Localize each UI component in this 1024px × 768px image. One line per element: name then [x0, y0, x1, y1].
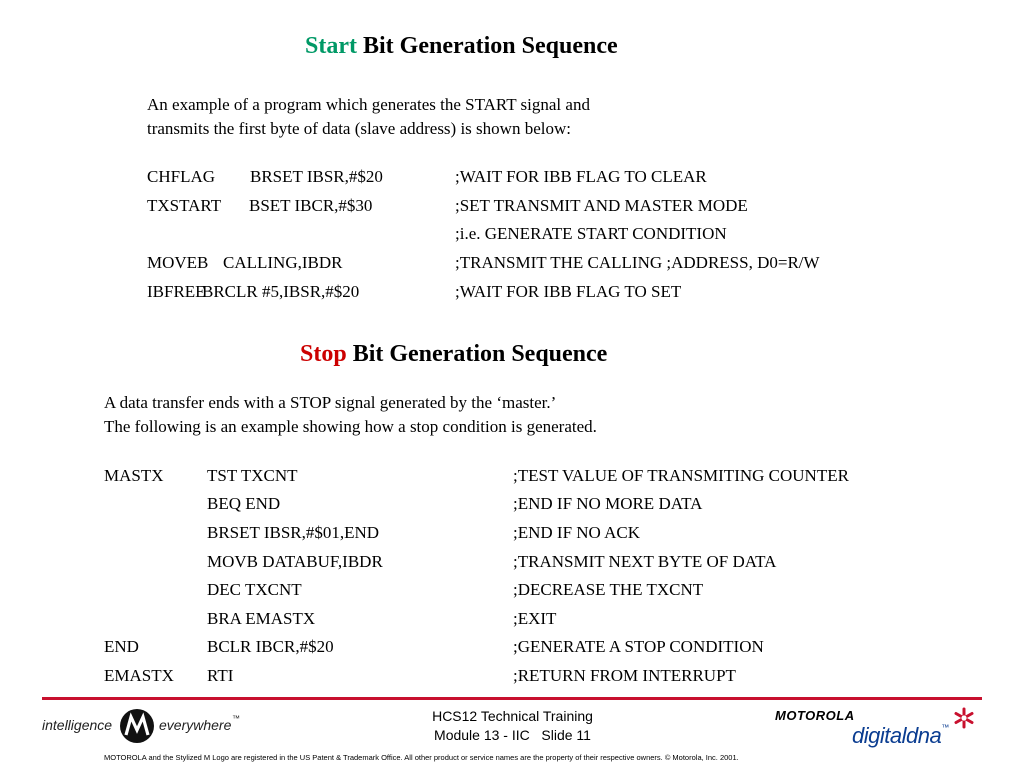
code-comment: ;RETURN FROM INTERRUPT: [513, 666, 736, 685]
code-label: TXSTART: [147, 196, 222, 215]
code-instruction: TST TXCNT: [207, 466, 298, 485]
code-label: MOVEB: [147, 253, 209, 272]
code-comment: ;DECREASE THE TXCNT: [513, 580, 704, 599]
code-label: EMASTX: [104, 666, 174, 685]
code-label: CHFLAG: [147, 167, 216, 186]
start-code-block: [147, 167, 907, 307]
code-instruction: BRA EMASTX: [207, 609, 316, 628]
motorola-m-logo-icon: [119, 708, 155, 744]
start-intro: [147, 93, 590, 141]
intelligence-everywhere-tagline: [42, 708, 242, 744]
start-intro-line: An example of a program which generates the START signal and: [147, 95, 590, 114]
course-title: HCS12 Technical Training: [432, 708, 593, 724]
code-instruction: BRSET IBSR,#$20: [250, 167, 383, 186]
digital-dna-text: digitaldna: [852, 723, 942, 748]
code-instruction: RTI: [207, 666, 234, 685]
code-instruction: DEC TXCNT: [207, 580, 302, 599]
stop-intro-line: The following is an example showing how a stop condition is generated.: [104, 417, 597, 436]
code-comment: ;EXIT: [513, 609, 557, 628]
start-title-keyword: Start: [305, 33, 357, 59]
code-instruction: BCLR IBCR,#$20: [207, 637, 334, 656]
tagline-left: intelligence: [42, 717, 113, 733]
code-instruction: BSET IBCR,#$30: [249, 196, 373, 215]
legal-notice: MOTOROLA and the Stylized M Logo are registered in the US Patent & Trademark Office. All other product or service names are the property of their respective owners. © Motorola, Inc. 2001.: [104, 753, 739, 762]
stop-title: [300, 341, 607, 368]
code-instruction: CALLING,IBDR: [223, 253, 343, 272]
code-comment: ;END IF NO MORE DATA: [513, 494, 703, 513]
digital-dna-trademark: ™: [941, 723, 949, 732]
stop-code-block: [104, 466, 924, 686]
code-label: IBFREE: [147, 282, 206, 301]
code-comment: ;WAIT FOR IBB FLAG TO SET: [455, 282, 682, 301]
code-comment: ;TRANSMIT THE CALLING ;ADDRESS, D0=R/W: [455, 253, 820, 272]
code-comment: ;i.e. GENERATE START CONDITION: [455, 224, 727, 243]
start-title: [305, 33, 618, 60]
start-intro-line: transmits the first byte of data (slave address) is shown below:: [147, 119, 571, 138]
stop-intro: [104, 391, 597, 439]
code-comment: ;GENERATE A STOP CONDITION: [513, 637, 764, 656]
tagline-right: everywhere: [159, 717, 232, 733]
code-instruction: BRSET IBSR,#$01,END: [207, 523, 380, 542]
code-comment: ;SET TRANSMIT AND MASTER MODE: [455, 196, 748, 215]
code-instruction: MOVB DATABUF,IBDR: [207, 552, 383, 571]
code-comment: ;TEST VALUE OF TRANSMITING COUNTER: [513, 466, 849, 485]
dna-asterisk-icon: [953, 707, 975, 729]
code-label: MASTX: [104, 466, 164, 485]
code-comment: ;END IF NO ACK: [513, 523, 641, 542]
code-comment: ;TRANSMIT NEXT BYTE OF DATA: [513, 552, 777, 571]
course-info: [400, 707, 625, 745]
stop-intro-line: A data transfer ends with a STOP signal generated by the ‘master.’: [104, 393, 557, 412]
code-instruction: BEQ END: [207, 494, 281, 513]
code-instruction: BRCLR #5,IBSR,#$20: [202, 282, 360, 301]
stop-title-keyword: Stop: [300, 341, 347, 367]
start-title-rest: Bit Generation Sequence: [362, 33, 618, 59]
slide-number: Module 13 - IIC Slide 11: [434, 727, 591, 743]
digital-dna-logo: [852, 723, 949, 749]
motorola-brand: MOTOROLA: [775, 708, 855, 723]
footer-divider: [42, 697, 982, 700]
code-comment: ;WAIT FOR IBB FLAG TO CLEAR: [455, 167, 707, 186]
code-label: END: [104, 637, 139, 656]
tagline-trademark: ™: [232, 714, 240, 723]
stop-title-rest: Bit Generation Sequence: [352, 341, 608, 367]
